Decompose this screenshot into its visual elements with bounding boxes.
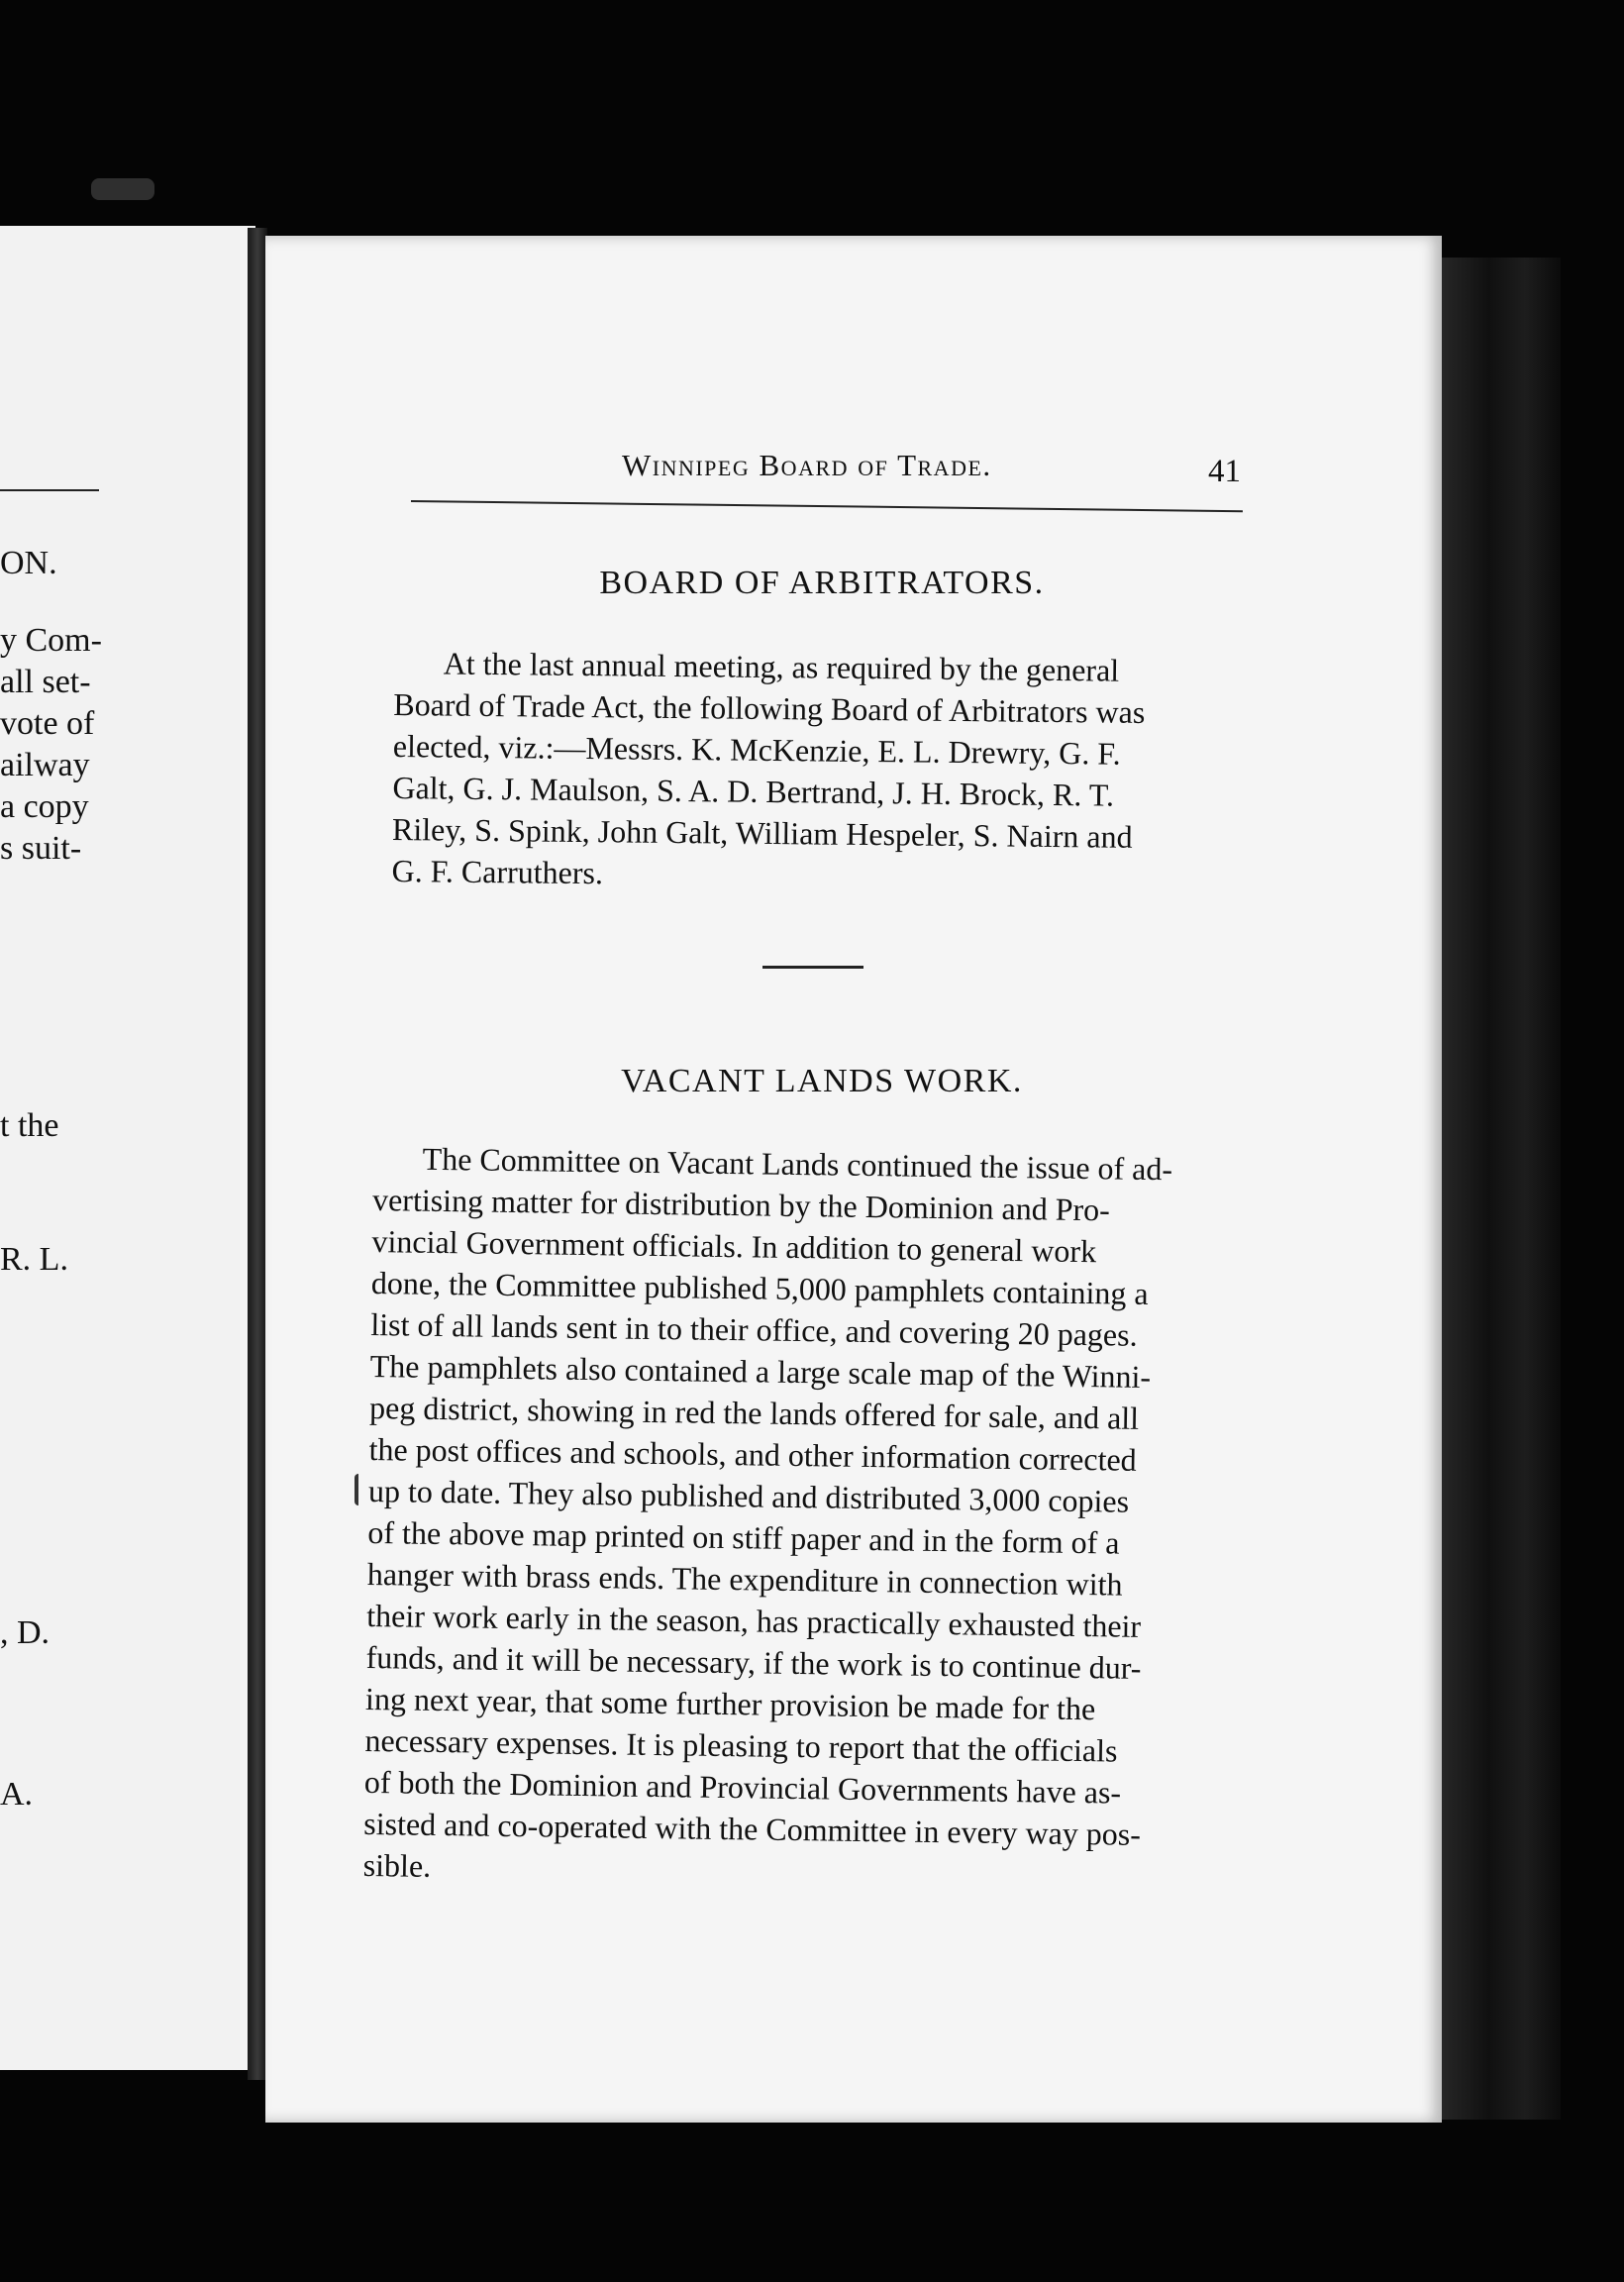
text-line: Galt, G. J. Maulson, S. A. D. Bertrand, J. H. Brock, R. T.: [392, 769, 1115, 813]
left-page-fragment: , D.: [0, 1614, 51, 1651]
text-line: At the last annual meeting, as required by the general: [443, 645, 1120, 688]
left-page-fragment: R. L.: [0, 1241, 68, 1278]
text-line: their work early in the season, has practically exhausted their: [366, 1597, 1142, 1644]
page-edge-stack: [1442, 258, 1561, 2120]
text-line: sible.: [362, 1846, 432, 1884]
text-line: vincial Government officials. In addition to general work: [371, 1222, 1097, 1270]
section-heading-vacant-lands-work: VACANT LANDS WORK.: [621, 1063, 1023, 1099]
text-line: of the above map printed on stiff paper and in the form of a: [367, 1513, 1120, 1561]
left-page-fragment: y Com-: [0, 622, 102, 659]
text-line: funds, and it will be necessary, if the work is to continue dur-: [365, 1638, 1142, 1686]
paragraph-vacant-lands-work: [362, 1137, 1219, 1898]
text-line: sisted and co-operated with the Committee in every way pos-: [363, 1805, 1142, 1852]
left-page-fragment: ON.: [0, 545, 57, 581]
left-page-fragment: A.: [0, 1776, 34, 1813]
section-heading-board-of-arbitrators: BOARD OF ARBITRATORS.: [599, 565, 1045, 601]
text-line: Board of Trade Act, the following Board of Arbitrators was: [393, 685, 1146, 730]
left-page: [0, 226, 255, 2070]
text-line: list of all lands sent in to their office, and covering 20 pages.: [370, 1305, 1138, 1353]
running-head: Winnipeg Board of Trade.: [622, 448, 992, 482]
left-page-fragment: vote of: [0, 705, 95, 742]
text-line: peg district, showing in red the lands offered for sale, and all: [368, 1389, 1140, 1436]
left-page-fragment: s suit-: [0, 830, 82, 867]
text-line: necessary expenses. It is pleasing to report that the officials: [364, 1721, 1118, 1769]
text-line: Riley, S. Spink, John Galt, William Hespeler, S. Nairn and: [391, 810, 1133, 855]
page-tab-marker: [91, 178, 154, 200]
left-page-fragment: all set-: [0, 664, 91, 700]
paragraph-board-of-arbitrators: [391, 642, 1236, 900]
text-line: the post offices and schools, and other information corrected: [368, 1430, 1137, 1478]
text-line: up to date. They also published and distributed 3,000 copies: [367, 1472, 1130, 1519]
book-gutter: [248, 228, 267, 2080]
left-page-fragment: ailway: [0, 747, 90, 783]
margin-pencil-mark: [355, 1474, 364, 1505]
left-page-fragment: a copy: [0, 788, 89, 825]
text-line: The pamphlets also contained a large scale map of the Winni-: [369, 1347, 1152, 1395]
page-number: 41: [1208, 454, 1241, 489]
text-line: ing next year, that some further provision be made for the: [364, 1680, 1096, 1727]
left-page-fragment: t the: [0, 1107, 59, 1144]
text-line: of both the Dominion and Provincial Governments have as-: [363, 1763, 1122, 1811]
section-divider: [762, 966, 863, 969]
left-page-head-rule: [0, 489, 99, 491]
text-line: The Committee on Vacant Lands continued the issue of ad-: [422, 1140, 1173, 1188]
text-line: done, the Committee published 5,000 pamphlets containing a: [370, 1264, 1149, 1311]
text-line: vertising matter for distribution by the Dominion and Pro-: [371, 1181, 1111, 1228]
text-line: hanger with brass ends. The expenditure in connection with: [366, 1555, 1123, 1603]
text-line: elected, viz.:—Messrs. K. McKenzie, E. L. Drewry, G. F.: [392, 727, 1121, 772]
text-line: G. F. Carruthers.: [391, 852, 604, 891]
